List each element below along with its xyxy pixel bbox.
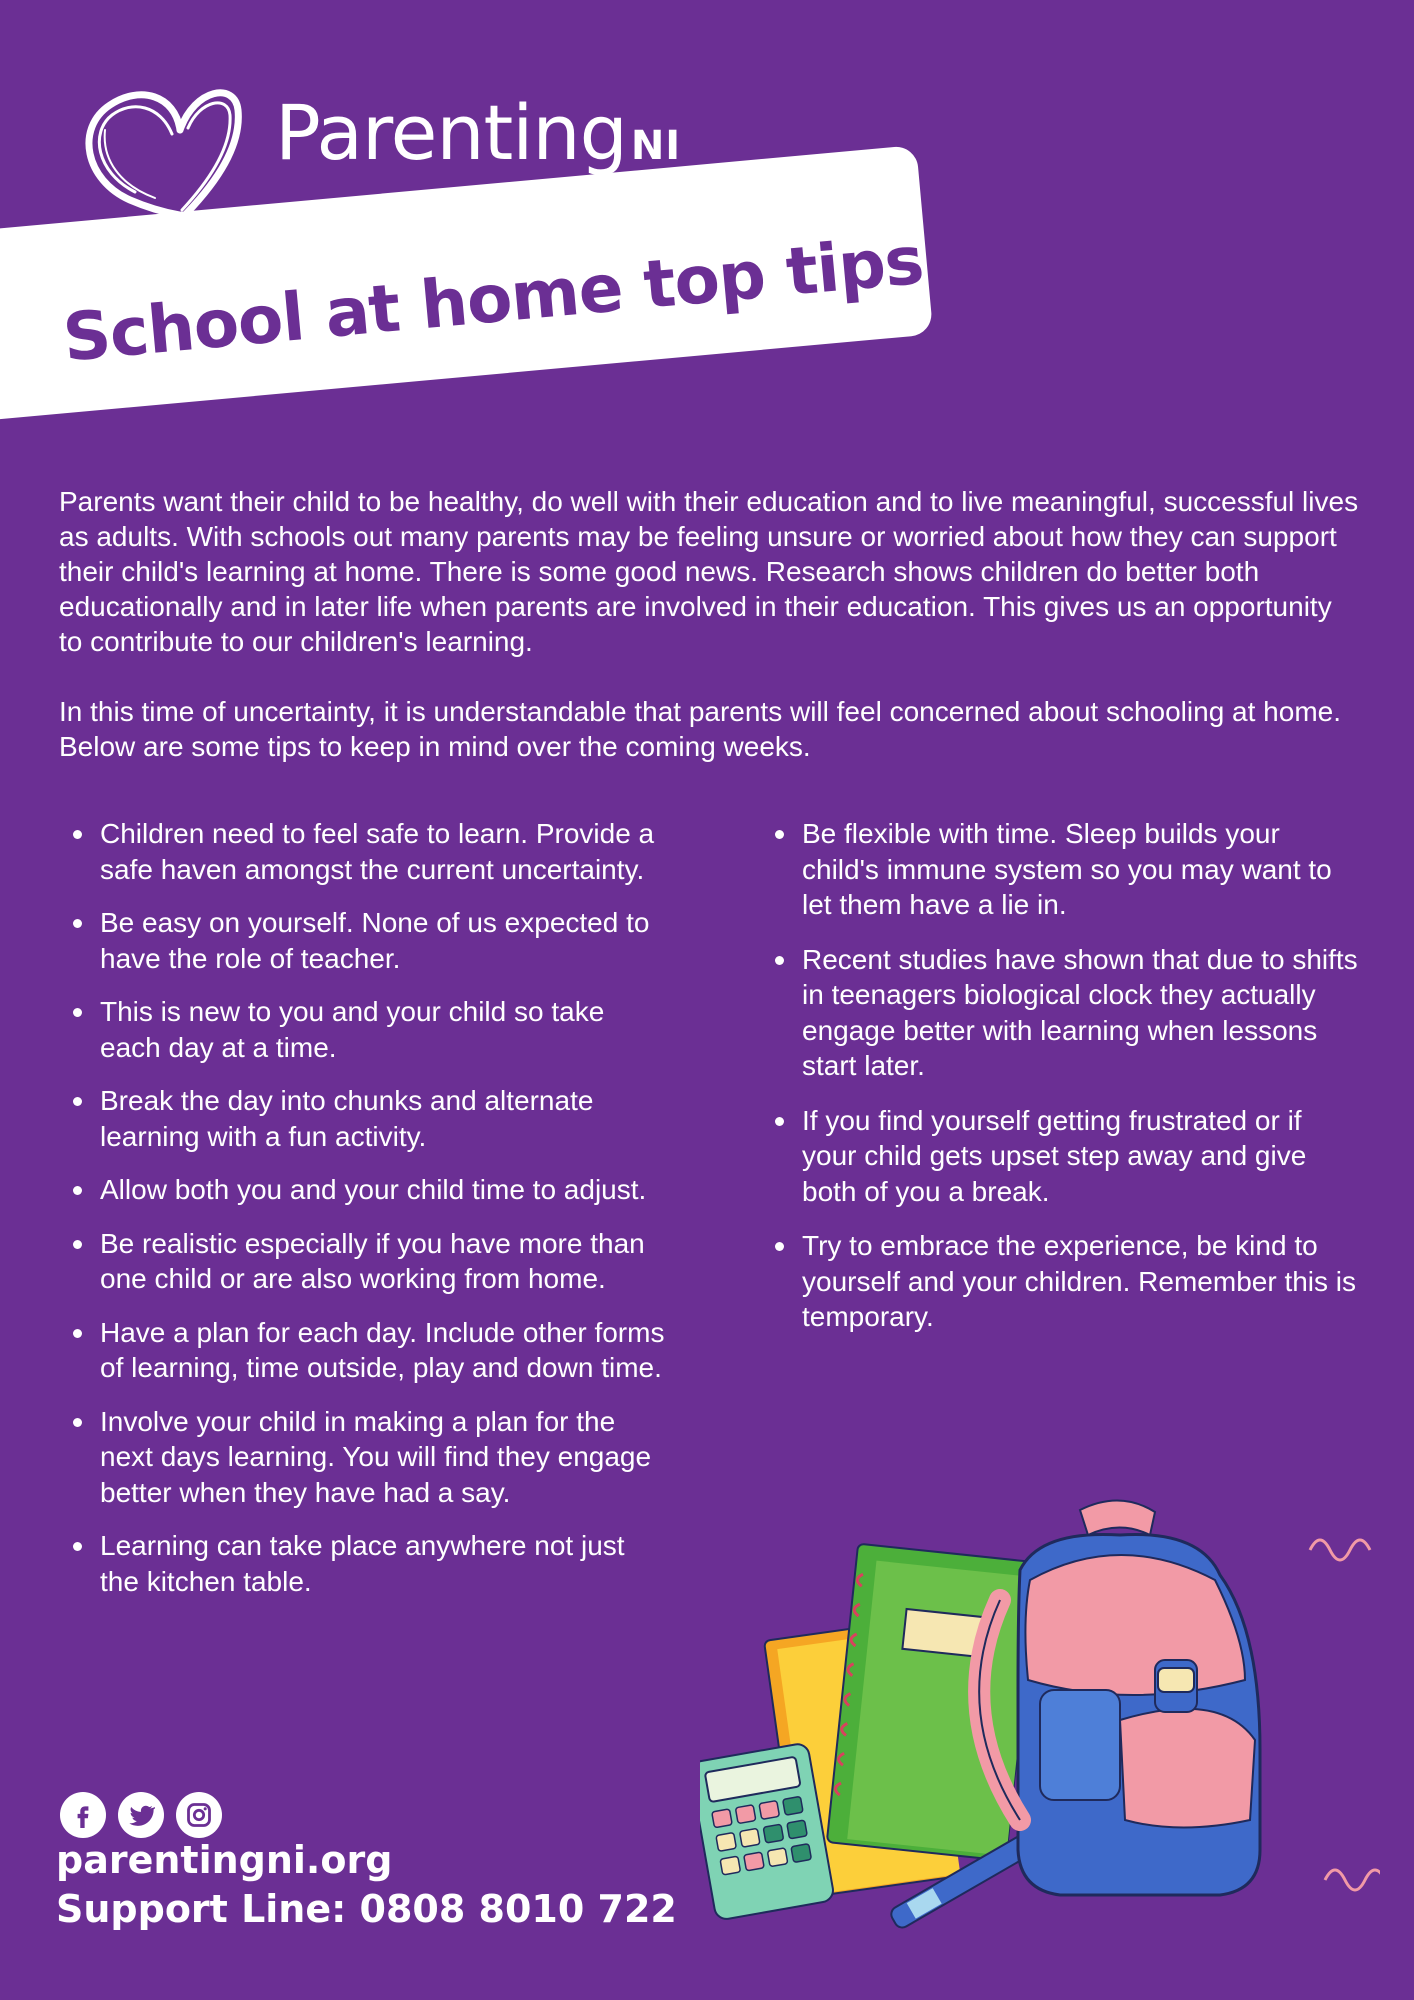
tip-item: If you find yourself getting frustrated or if your child gets upset step away and give both of you a break. — [761, 1103, 1361, 1210]
intro-paragraph: Parents want their child to be healthy, do well with their education and to live meaningful, successful lives as adults. With schools out many parents may be feeling unsure or worried about how they can support their child's learning at home. There is some good news. Research shows children do better both educationally and in later life when parents are involved in their education. This gives us an opportunity to contribute to our children's learning. — [59, 486, 1359, 657]
tip-item: Try to embrace the experience, be kind to yourself and your children. Remember this is temporary. — [761, 1228, 1361, 1335]
tip-item: Children need to feel safe to learn. Provide a safe haven amongst the current uncertainty. — [59, 816, 669, 887]
tip-item: Be easy on yourself. None of us expected to have the role of teacher. — [59, 905, 669, 976]
tip-item: Have a plan for each day. Include other forms of learning, time outside, play and down time. — [59, 1315, 669, 1386]
website-link[interactable]: parentingni.org — [56, 1838, 393, 1882]
tip-item: Learning can take place anywhere not just the kitchen table. — [59, 1528, 669, 1599]
page-title: School at home top tips — [60, 221, 927, 377]
brand-name: Parenting NI — [275, 88, 682, 177]
intro — [59, 484, 1359, 799]
tip-item: Recent studies have shown that due to shifts in teenagers biological clock they actually engage better with learning when lessons start later. — [761, 942, 1361, 1084]
intro-paragraph: In this time of uncertainty, it is understandable that parents will feel concerned about schooling at home. Below are some tips to keep in mind over the coming weeks. — [59, 696, 1341, 762]
facebook-icon[interactable] — [60, 1792, 106, 1838]
heart-logo — [60, 70, 250, 230]
school-supplies-illustration — [700, 1490, 1380, 1930]
tip-item: Be flexible with time. Sleep builds your child's immune system so you may want to let them have a lie in. — [761, 816, 1361, 923]
tip-item: Be realistic especially if you have more than one child or are also working from home. — [59, 1226, 669, 1297]
social-links — [60, 1792, 222, 1838]
tip-item: Break the day into chunks and alternate learning with a fun activity. — [59, 1083, 669, 1154]
tip-item: Allow both you and your child time to adjust. — [59, 1172, 669, 1208]
instagram-icon[interactable] — [176, 1792, 222, 1838]
tips-list-right — [761, 816, 1361, 1354]
twitter-icon[interactable] — [118, 1792, 164, 1838]
tips-list-left — [59, 816, 669, 1617]
support-line: Support Line: 0808 8010 722 — [56, 1887, 677, 1931]
tip-item: Involve your child in making a plan for the next days learning. You will find they engage better when they have had a say. — [59, 1404, 669, 1511]
tip-item: This is new to you and your child so take each day at a time. — [59, 994, 669, 1065]
